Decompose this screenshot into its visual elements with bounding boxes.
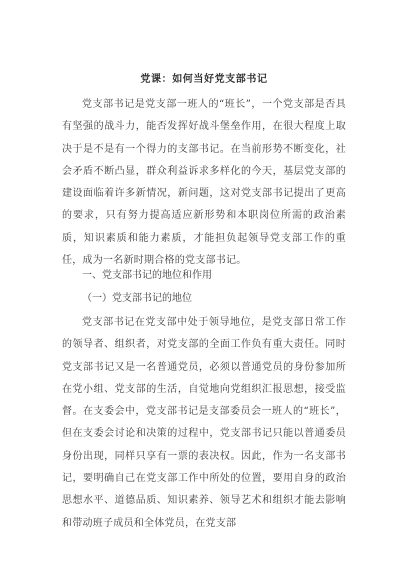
subsection-heading: （一）党支部书记的地位	[82, 293, 192, 304]
intro-paragraph: 党支部书记是党支部一班人的“班长”，一个党支部是否具有坚强的战斗力，能否发挥好战斗堡垒作用，在很大程度上取决于是不是有一个得力的支部书记。在当前形势不断变化，社会矛盾不断凸显，群众利益诉求多样化的今天，基层党支部的建设面临着许多新情况，新问题，这对党支部书记提出了更高的要求，只有努力提高适应新形势和本职岗位所需的政治素质，知识素质和能力素质，才能担负起领导党支部工作的重任，成为一名新时期合格的党支部书记。	[62, 99, 346, 267]
body-paragraph: 党支部书记在党支部中处于领导地位，是党支部日常工作的领导者、组织者，对党支部的全面工作负有重大责任。同时党支部书记又是一名普通党员，必须以普通党员的身份参加所在党小组、党支部的生活，自觉地向党组织汇报思想，接受监督。在支委会中，党支部书记是支部委员会一班人的“班长”，但在支委会讨论和决策的过程中，党支部书记只能以普通委员身份出现，同样只享有一票的表决权。因此，作为一名支部书记，要明确自己在党支部工作中所处的位置，要用自身的政治思想水平、道德品质、知识素养、领导艺术和组织才能去影响和带动班子成员和全体党员，在党支部	[62, 317, 346, 529]
section-heading: 一、党支部书记的地位和作用	[82, 270, 212, 281]
document-title: 党课：如何当好党支部书记	[140, 74, 268, 85]
